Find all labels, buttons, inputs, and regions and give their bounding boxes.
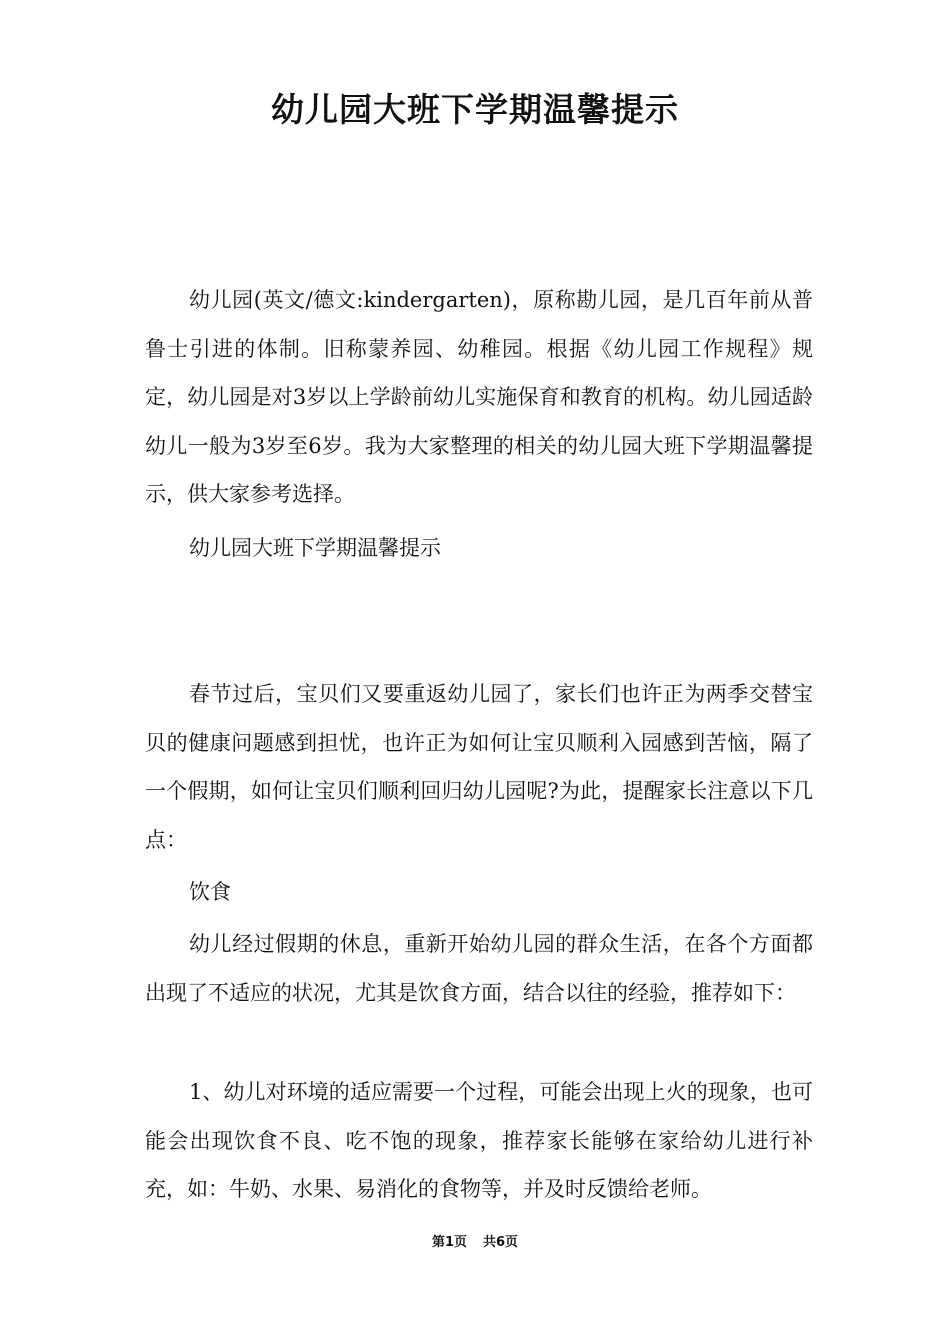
paragraph-diet-intro: 幼儿经过假期的休息，重新开始幼儿园的群众生活，在各个方面都出现了不适应的状况，尤其是饮食方面，结合以往的经验，推荐如下： [145, 932, 813, 1005]
page-footer [0, 1232, 950, 1254]
document-title: 幼儿园大班下学期温馨提示 [271, 90, 679, 129]
page-number-current: 第1页 [431, 1235, 467, 1250]
paragraph-spring-festival: 春节过后，宝贝们又要重返幼儿园了，家长们也许正为两季交替宝贝的健康问题感到担忧，也许正为如何让宝贝顺利入园感到苦恼，隔了一个假期，如何让宝贝们顺利回归幼儿园呢?为此，提醒家长注意以下几点： [145, 682, 813, 852]
paragraph-intro: 幼儿园(英文/德文:kindergarten)，原称勘儿园，是几百年前从普鲁士引进的体制。旧称蒙养园、幼稚园。根据《幼儿园工作规程》规定，幼儿园是对3岁以上学龄前幼儿实施保育和教育的机构。幼儿园适龄幼儿一般为3岁至6岁。我为大家整理的相关的幼儿园大班下学期温馨提示，供大家参考选择。 [145, 288, 813, 506]
paragraph-subtitle: 幼儿园大班下学期温馨提示 [189, 536, 441, 560]
page-number-total: 共6页 [483, 1235, 519, 1250]
section-heading-diet: 饮食 [189, 880, 231, 904]
paragraph-diet-item-1: 1、幼儿对环境的适应需要一个过程，可能会出现上火的现象，也可能会出现饮食不良、吃不饱的现象，推荐家长能够在家给幼儿进行补充，如：牛奶、水果、易消化的食物等，并及时反馈给老师。 [145, 1080, 813, 1201]
